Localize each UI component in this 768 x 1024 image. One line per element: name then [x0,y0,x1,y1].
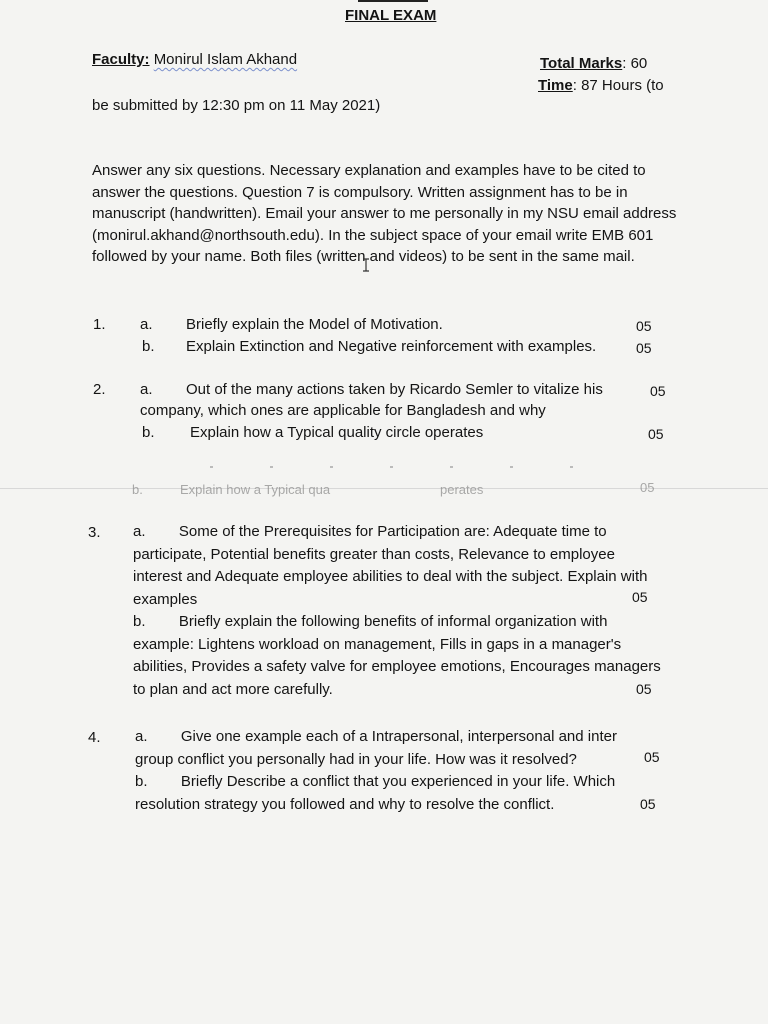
q2-b-marks: 05 [648,426,664,442]
page-title: FINAL EXAM [345,7,437,24]
faculty-line [92,51,297,68]
q3-b-marks: 05 [636,681,652,697]
q1-a-label: a. [140,316,153,333]
ghost-marks: 05 [640,480,655,495]
q4-number: 4. [88,729,101,746]
q2-a-line1: Out of the many actions taken by Ricardo Semler to vitalize his [186,381,603,398]
ghost-b-label: b. [132,482,143,497]
q2-a-marks: 05 [650,383,666,399]
q4-a-text: Give one example each of a Intrapersonal, interpersonal and inter group conflict you personally had in your life. How was it resolved? [135,728,617,768]
submission-line: be submitted by 12:30 pm on 11 May 2021) [92,97,381,114]
q3-b-label: b. [133,613,146,630]
time-line [538,77,664,94]
time-value: : 87 Hours (to [572,77,664,94]
q3-b-block [133,611,663,701]
title-overline [358,0,428,2]
q2-number: 2. [93,381,106,398]
q3-number: 3. [88,524,101,541]
q1-a-text: Briefly explain the Model of Motivation. [186,316,443,333]
q4-b-label: b. [135,773,148,790]
q2-a-line2: company, which ones are applicable for Bangladesh and why [140,402,546,419]
q3-a-block [133,521,665,611]
total-marks-label: Total Marks [540,55,623,72]
q4-b-marks: 05 [640,796,656,812]
q4-a-marks: 05 [644,749,660,765]
q2-b-text: Explain how a Typical quality circle operates [190,424,484,441]
q4-a-block [135,726,640,771]
q4-b-text: Briefly Describe a conflict that you experienced in your life. Which resolution strategy you followed and why to resolve the conflict. [135,773,616,813]
ghost-text-left: Explain how a Typical qua [180,482,331,497]
ghost-text-right: perates [440,482,484,497]
scan-seam-dots [210,466,590,468]
total-marks-value: : 60 [622,55,648,72]
q1-b-marks: 05 [636,340,652,356]
faculty-name: Monirul Islam Akhand [153,51,298,68]
q3-a-marks: 05 [632,589,648,605]
q3-b-text: Briefly explain the following benefits of informal organization with example: Lightens workload on management, Fills in gaps in a manager's abilities, Provides a safety valve for employee emotions, Encourages managers to plan and act more carefully. [133,613,661,698]
q2-b-label: b. [142,424,155,441]
q1-b-text: Explain Extinction and Negative reinforcement with examples. [186,338,597,355]
time-label: Time [538,77,573,94]
text-cursor-icon [362,258,370,272]
q4-b-block [135,771,635,816]
instructions-paragraph: Answer any six questions. Necessary explanation and examples have to be cited to answer the questions. Question 7 is compulsory. Written assignment has to be in manuscript (handwritten). Email your answer to me personally in my NSU email address (monirul.akhand@northsouth.edu). In the subject space of your email write EMB 601 followed by your name. Both files (written and videos) to be sent in the same mail. [92,162,677,265]
q2-a-label: a. [140,381,153,398]
q1-a-marks: 05 [636,318,652,334]
total-marks-line [540,55,647,72]
q1-number: 1. [93,316,106,333]
q4-a-label: a. [135,728,148,745]
q3-a-text: Some of the Prerequisites for Participation are: Adequate time to participate, Potential benefits greater than costs, Relevance to employee interest and Adequate employee abilities to deal with the subject. Explain with examples [133,523,648,608]
q3-a-label: a. [133,523,146,540]
faculty-label: Faculty: [92,51,150,68]
q1-b-label: b. [142,338,155,355]
